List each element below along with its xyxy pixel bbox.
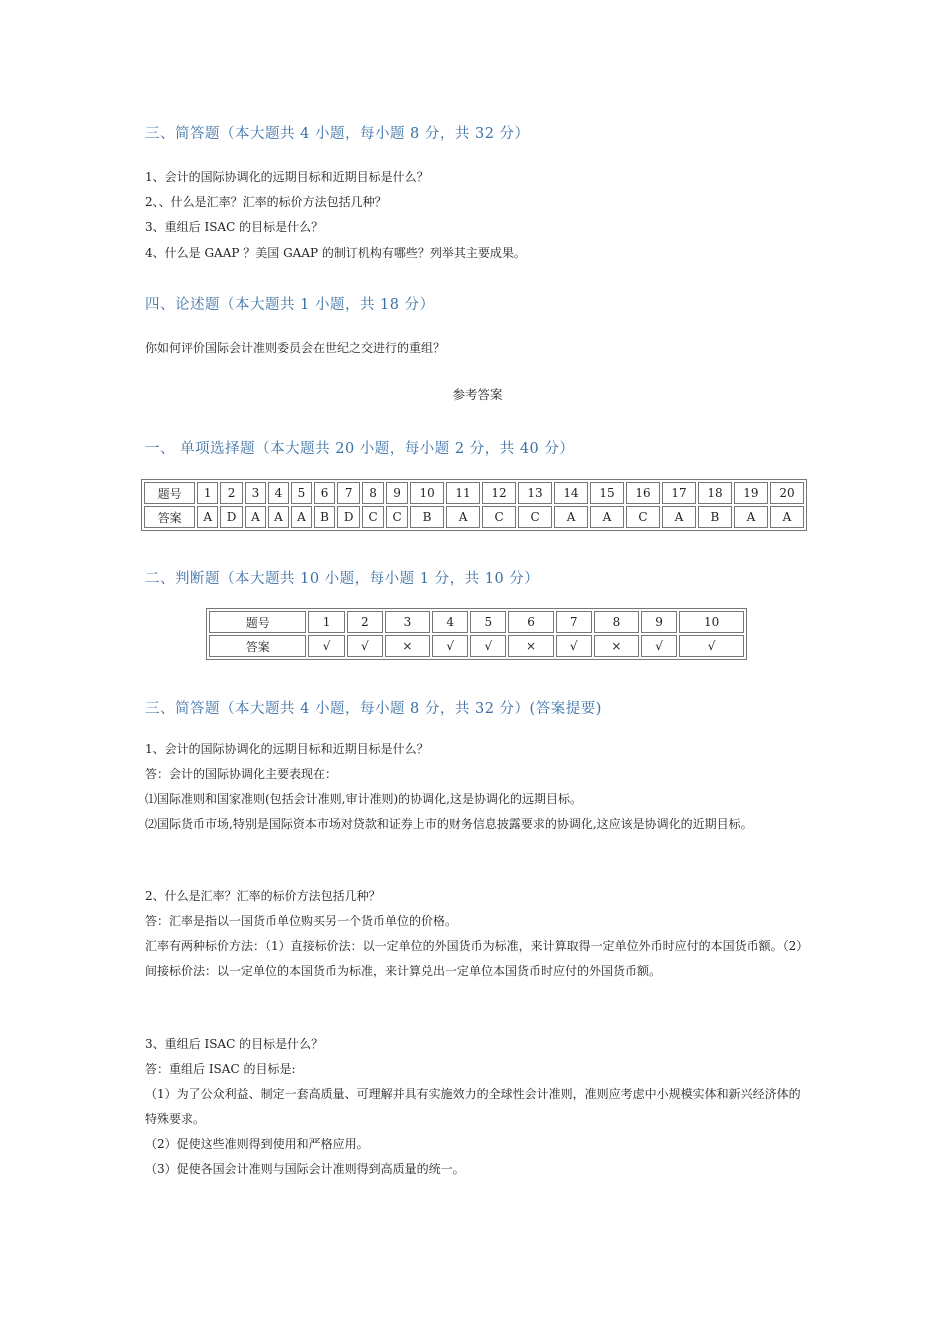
question-number-cell: 8 [362, 482, 384, 504]
question-number-cell: 13 [518, 482, 552, 504]
answer-cell: √ [308, 635, 344, 657]
answer-cell: C [626, 506, 660, 528]
answer-section-3-title: 三、简答题（本大题共 4 小题，每小题 8 分，共 32 分）(答案提要) [145, 701, 602, 717]
question-number-cell: 6 [508, 611, 553, 633]
question-number-cell: 4 [432, 611, 468, 633]
question-number-cell: 8 [594, 611, 639, 633]
answer-text: ⑵国际货币市场,特别是国际资本市场对贷款和证券上市的财务信息披露要求的协调化,这应该是协调化的近期目标。 [145, 817, 753, 831]
table-row [144, 506, 804, 528]
table-row [209, 611, 744, 633]
question-number-cell: 9 [641, 611, 677, 633]
question-number-cell: 7 [556, 611, 592, 633]
answer-cell: √ [679, 635, 744, 657]
answer-cell: √ [641, 635, 677, 657]
question-number-cell: 20 [770, 482, 804, 504]
answer-cell: √ [432, 635, 468, 657]
question-number-cell: 5 [291, 482, 312, 504]
answer-cell: A [734, 506, 768, 528]
answer-text: 答：汇率是指以一国货币单位购买另一个货币单位的价格。 [145, 914, 458, 928]
answer-text: 汇率有两种标价方法：（1）直接标价法：以一定单位的外国货币为标准，来计算取得一定单位外币时应付的本国货币额。（2）间接标价法：以一定单位的本国货币为标准，来计算兑出一定单位本国货币时应付的外国货币额。 [145, 939, 809, 978]
answer-question: 1、会计的国际协调化的远期目标和近期目标是什么？ [145, 742, 429, 756]
answer-text: 答：重组后 ISAC 的目标是: [145, 1062, 296, 1076]
section-3-title: 三、简答题（本大题共 4 小题，每小题 8 分，共 32 分） [145, 126, 530, 142]
table-row-label: 题号 [144, 482, 195, 504]
question-number-cell: 3 [245, 482, 266, 504]
table-row-label: 答案 [209, 635, 306, 657]
answer-cell: A [770, 506, 804, 528]
answer-cell: × [385, 635, 430, 657]
question-number-cell: 1 [197, 482, 218, 504]
true-false-answer-table [206, 608, 747, 660]
table-row-label: 题号 [209, 611, 306, 633]
answer-cell: C [518, 506, 552, 528]
question-item: 3、重组后 ISAC 的目标是什么？ [145, 220, 324, 234]
question-number-cell: 10 [410, 482, 444, 504]
answer-cell: C [362, 506, 384, 528]
question-number-cell: 5 [470, 611, 506, 633]
answer-text: （2）促使这些准则得到使用和严格应用。 [145, 1137, 369, 1151]
question-number-cell: 9 [386, 482, 408, 504]
question-number-cell: 7 [337, 482, 360, 504]
answer-cell: C [386, 506, 408, 528]
table-row-label: 答案 [144, 506, 195, 528]
answer-cell: √ [556, 635, 592, 657]
question-number-cell: 18 [698, 482, 732, 504]
answer-text: ⑴国际准则和国家准则(包括会计准则,审计准则)的协调化,这是协调化的远期目标。 [145, 792, 582, 806]
question-item: 1、会计的国际协调化的远期目标和近期目标是什么？ [145, 170, 429, 184]
answer-cell: A [268, 506, 289, 528]
table-row [209, 635, 744, 657]
answer-block-2 [145, 884, 810, 984]
question-number-cell: 6 [314, 482, 335, 504]
question-number-cell: 2 [347, 611, 383, 633]
table-row [144, 482, 804, 504]
answer-cell: A [197, 506, 218, 528]
question-number-cell: 1 [308, 611, 344, 633]
answer-block-1 [145, 737, 810, 837]
answer-cell: A [291, 506, 312, 528]
answer-cell: × [594, 635, 639, 657]
multiple-choice-answer-table [141, 479, 807, 531]
question-number-cell: 4 [268, 482, 289, 504]
answer-cell: A [446, 506, 480, 528]
question-number-cell: 17 [662, 482, 696, 504]
answer-block-3 [145, 1032, 810, 1182]
answer-cell: D [220, 506, 243, 528]
essay-question: 你如何评价国际会计准则委员会在世纪之交进行的重组？ [145, 341, 446, 355]
answer-cell: × [508, 635, 553, 657]
question-number-cell: 2 [220, 482, 243, 504]
answer-section-1-title: 一、 单项选择题（本大题共 20 小题，每小题 2 分，共 40 分） [145, 441, 575, 457]
answer-cell: √ [470, 635, 506, 657]
answer-cell: √ [347, 635, 383, 657]
answer-section-2-title: 二、判断题（本大题共 10 小题，每小题 1 分，共 10 分） [145, 571, 540, 587]
answer-text: （1）为了公众利益、制定一套高质量、可理解并具有实施效力的全球性会计准则，准则应考虑中小规模实体和新兴经济体的特殊要求。 [145, 1087, 801, 1126]
answer-cell: C [482, 506, 516, 528]
question-number-cell: 16 [626, 482, 660, 504]
answers-heading: 参考答案 [452, 387, 503, 402]
answer-cell: D [337, 506, 360, 528]
question-number-cell: 10 [679, 611, 744, 633]
answer-cell: B [410, 506, 444, 528]
answer-cell: A [245, 506, 266, 528]
answer-cell: A [662, 506, 696, 528]
question-number-cell: 14 [554, 482, 588, 504]
section-4-title: 四、论述题（本大题共 1 小题，共 18 分） [145, 297, 435, 313]
question-number-cell: 15 [590, 482, 624, 504]
question-number-cell: 19 [734, 482, 768, 504]
question-number-cell: 12 [482, 482, 516, 504]
answer-question: 3、重组后 ISAC 的目标是什么？ [145, 1037, 324, 1051]
answer-cell: B [698, 506, 732, 528]
question-number-cell: 11 [446, 482, 480, 504]
answer-text: 答：会计的国际协调化主要表现在： [145, 767, 338, 781]
answer-question: 2、什么是汇率？汇率的标价方法包括几种？ [145, 889, 381, 903]
answer-cell: A [554, 506, 588, 528]
answer-cell: A [590, 506, 624, 528]
answer-text: （3）促使各国会计准则与国际会计准则得到高质量的统一。 [145, 1162, 465, 1176]
answer-cell: B [314, 506, 335, 528]
question-number-cell: 3 [385, 611, 430, 633]
question-item: 2、、什么是汇率？汇率的标价方法包括几种？ [145, 195, 387, 209]
question-item: 4、什么是 GAAP ？美国 GAAP 的制订机构有哪些？列举其主要成果。 [145, 246, 526, 260]
